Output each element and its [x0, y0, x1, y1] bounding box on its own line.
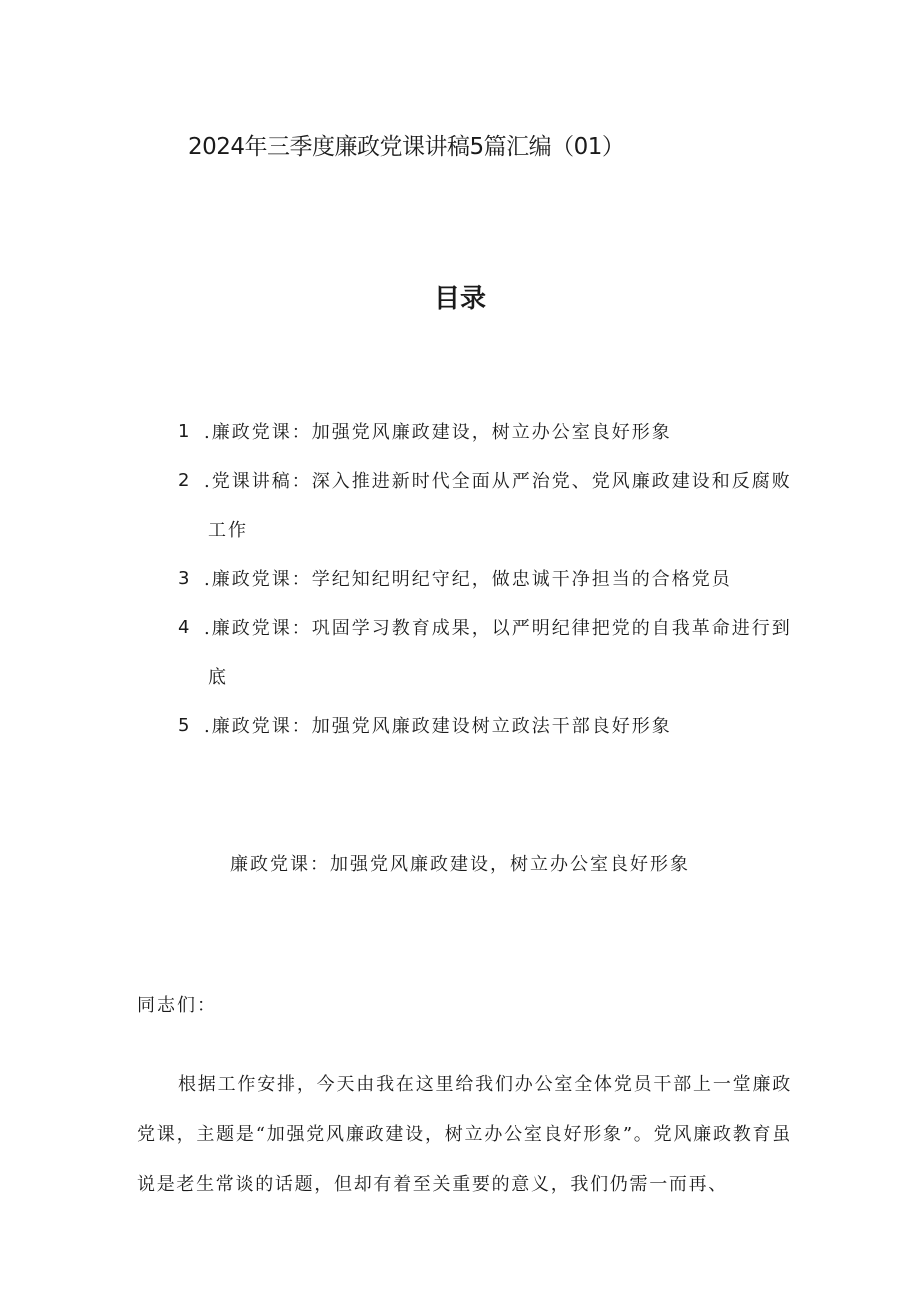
section-title: 廉政党课：加强党风廉政建设，树立办公室良好形象 — [230, 854, 690, 875]
toc-item-number: 5 — [178, 715, 192, 736]
salutation: 同志们： — [137, 995, 217, 1016]
toc-item-text: .廉政党课：学纪知纪明纪守纪，做忠诚干净担当的合格党员 — [204, 569, 732, 590]
toc-heading: 目录 — [433, 284, 486, 314]
toc-item-number: 2 — [178, 470, 192, 491]
toc-item-text: .党课讲稿：深入推进新时代全面从严治党、党风廉政建设和反腐败 — [204, 471, 792, 492]
body-paragraph: 根据工作安排，今天由我在这里给我们办公室全体党员干部上一堂廉政党课，主题是“加强党风廉政建设，树立办公室良好形象”。党风廉政教育虽说是老生常谈的话题，但却有着至关重要的意义，我们仍需一而再、 — [137, 1074, 792, 1195]
toc-item-text: .廉政党课：加强党风廉政建设，树立办公室良好形象 — [204, 422, 672, 443]
toc-item-text: .廉政党课：加强党风廉政建设树立政法干部良好形象 — [204, 716, 672, 737]
toc-item-number: 3 — [178, 568, 192, 589]
toc-item-continuation: 底 — [208, 667, 228, 688]
toc-item-number: 1 — [178, 421, 192, 442]
toc-item-number: 4 — [178, 617, 192, 638]
toc-item-text: .廉政党课：巩固学习教育成果，以严明纪律把党的自我革命进行到 — [204, 618, 792, 639]
document-title: 2024年三季度廉政党课讲稿5篇汇编（01） — [188, 134, 625, 160]
toc-item-continuation: 工作 — [208, 520, 248, 541]
